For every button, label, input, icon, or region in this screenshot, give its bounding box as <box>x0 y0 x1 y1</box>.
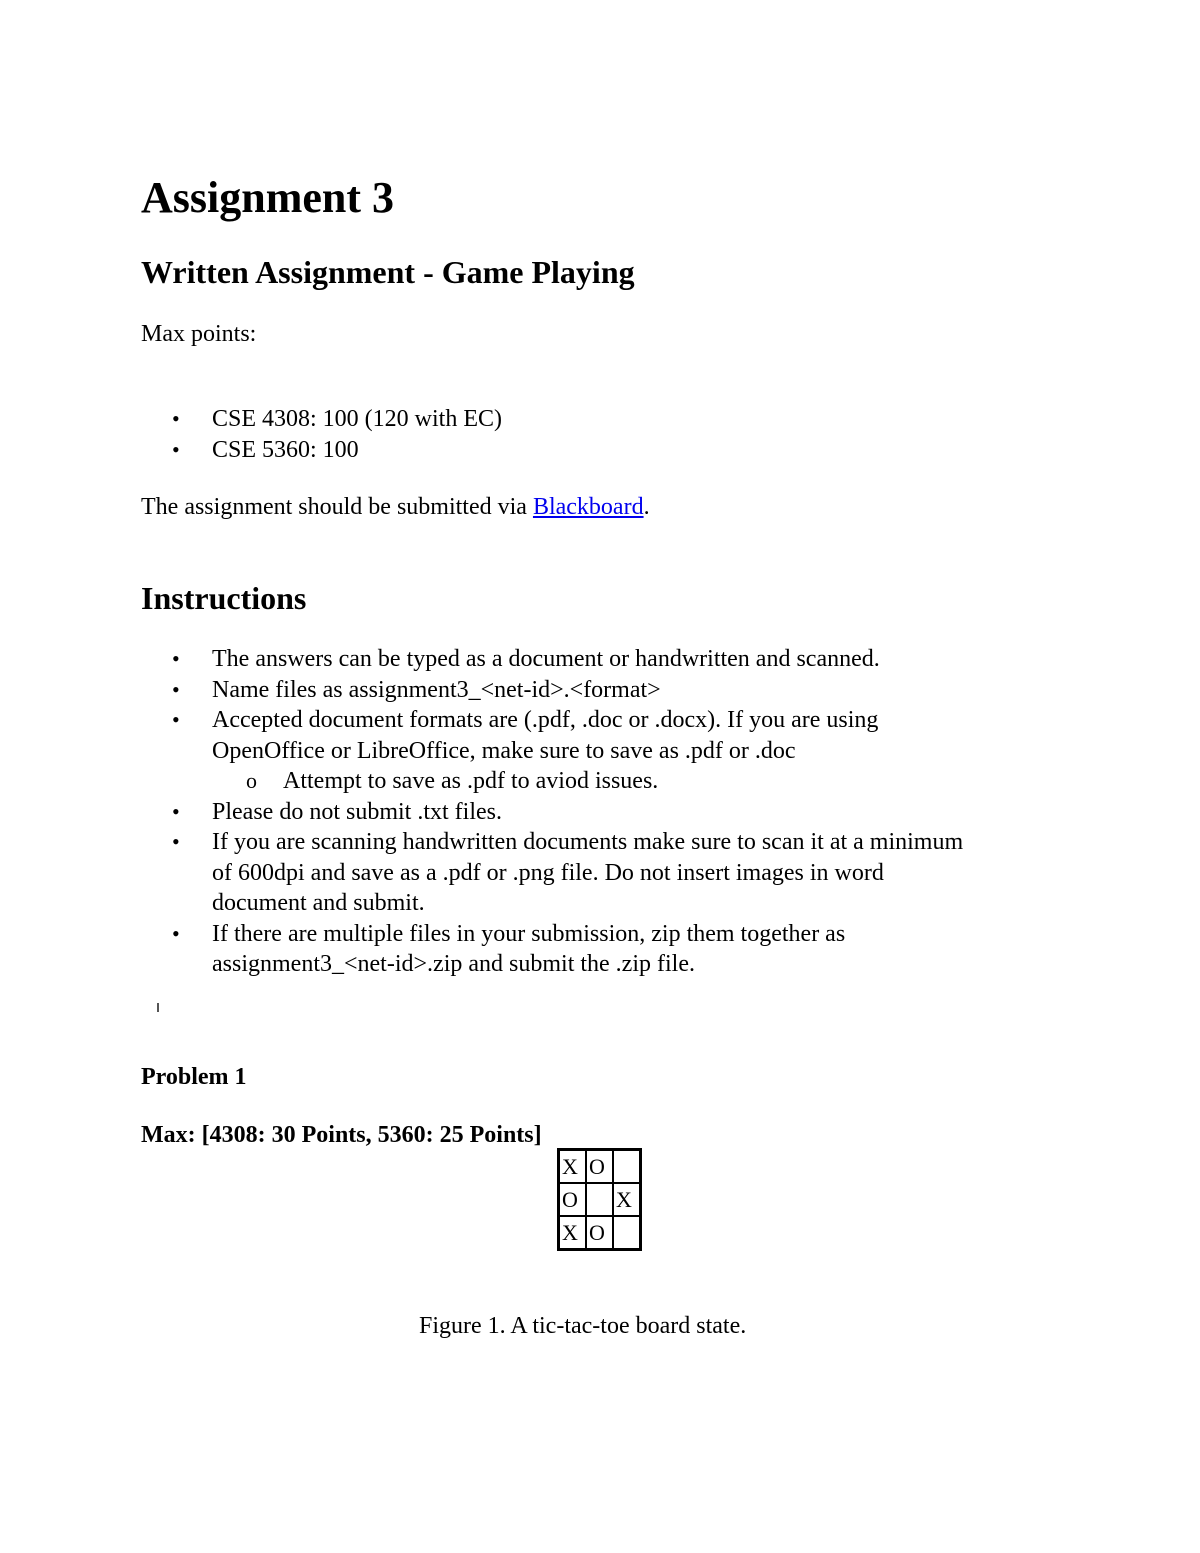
bullet-icon: • <box>172 829 180 854</box>
instructions-list <box>141 644 963 980</box>
instruction-text: Attempt to save as .pdf to aviod issues. <box>283 768 659 794</box>
submission-text: The assignment should be submitted via <box>141 494 533 520</box>
bullet-icon: • <box>172 707 180 732</box>
submission-suffix: . <box>643 494 650 520</box>
board-cell <box>586 1150 613 1184</box>
bullet-icon: • <box>172 646 180 671</box>
cell-mark <box>587 1187 589 1212</box>
bullet-icon: • <box>172 676 180 702</box>
instruction-text: document and submit. <box>212 890 425 916</box>
board-cell <box>559 1216 587 1250</box>
instruction-text: If there are multiple files in your submission, zip them together as <box>212 920 846 947</box>
instruction-text: Please do not submit .txt files. <box>212 798 502 825</box>
instruction-text: of 600dpi and save as a .pdf or .png file. Do not insert images in word <box>212 859 884 886</box>
list-item <box>141 797 963 828</box>
instruction-text: Accepted document formats are (.pdf, .doc or .docx). If you are using <box>212 707 879 733</box>
cell-mark <box>614 1220 616 1245</box>
blackboard-link[interactable]: Blackboard <box>532 494 644 520</box>
points-cse4308: CSE 4308: 100 (120 with EC) <box>212 406 503 432</box>
bullet-icon: • <box>172 798 180 824</box>
bullet-icon: • <box>172 436 180 462</box>
problem-1-max-points: Max: [4308: 30 Points, 5360: 25 Points] <box>141 1122 542 1148</box>
board-cell <box>586 1183 613 1216</box>
board-row <box>559 1216 641 1250</box>
tic-tac-toe-board <box>557 1148 642 1251</box>
list-item <box>141 435 502 466</box>
submission-note <box>141 492 650 522</box>
cell-mark: X <box>562 1219 578 1245</box>
board-cell <box>559 1150 587 1184</box>
list-item-continuation <box>141 858 963 889</box>
instruction-text: If you are scanning handwritten documents make sure to scan it at a minimum <box>212 829 964 855</box>
bullet-icon: • <box>172 406 180 431</box>
board-cell <box>559 1183 587 1216</box>
list-item-continuation <box>141 888 963 919</box>
page-title: Assignment 3 <box>141 173 395 222</box>
instruction-text: OpenOffice or LibreOffice, make sure to save as .pdf or .doc <box>212 737 796 764</box>
stray-mark <box>157 1003 159 1012</box>
cell-mark: O <box>562 1186 578 1212</box>
board-cell <box>586 1216 613 1250</box>
sub-list-item <box>141 766 963 797</box>
list-item <box>141 705 963 736</box>
instruction-text: The answers can be typed as a document or handwritten and scanned. <box>212 646 880 672</box>
board-cell <box>613 1183 641 1216</box>
board-row <box>559 1150 641 1184</box>
list-item <box>141 919 963 950</box>
list-item-continuation <box>141 949 963 980</box>
problem-1-heading: Problem 1 <box>141 1064 247 1090</box>
page-subtitle: Written Assignment - Game Playing <box>141 254 635 290</box>
cell-mark: O <box>589 1153 605 1179</box>
board-cell <box>613 1216 641 1250</box>
list-item <box>141 644 963 675</box>
points-list <box>141 404 502 465</box>
cell-mark <box>614 1154 616 1179</box>
sub-bullet-icon: o <box>246 768 257 793</box>
figure-caption: Figure 1. A tic-tac-toe board state. <box>419 1313 747 1339</box>
instruction-text: assignment3_<net-id>.zip and submit the .zip file. <box>212 951 695 977</box>
list-item <box>141 404 502 435</box>
board-cell <box>613 1150 641 1184</box>
list-item <box>141 675 963 706</box>
cell-mark: O <box>589 1219 605 1245</box>
instruction-text: Name files as assignment3_<net-id>.<format> <box>212 676 661 703</box>
max-points-label: Max points: <box>141 321 257 347</box>
cell-mark: X <box>616 1186 632 1212</box>
points-cse5360: CSE 5360: 100 <box>212 436 359 463</box>
instructions-heading: Instructions <box>141 580 307 616</box>
board-row <box>559 1183 641 1216</box>
bullet-icon: • <box>172 920 180 946</box>
cell-mark: X <box>562 1153 578 1179</box>
list-item <box>141 827 963 858</box>
list-item-continuation <box>141 736 963 767</box>
